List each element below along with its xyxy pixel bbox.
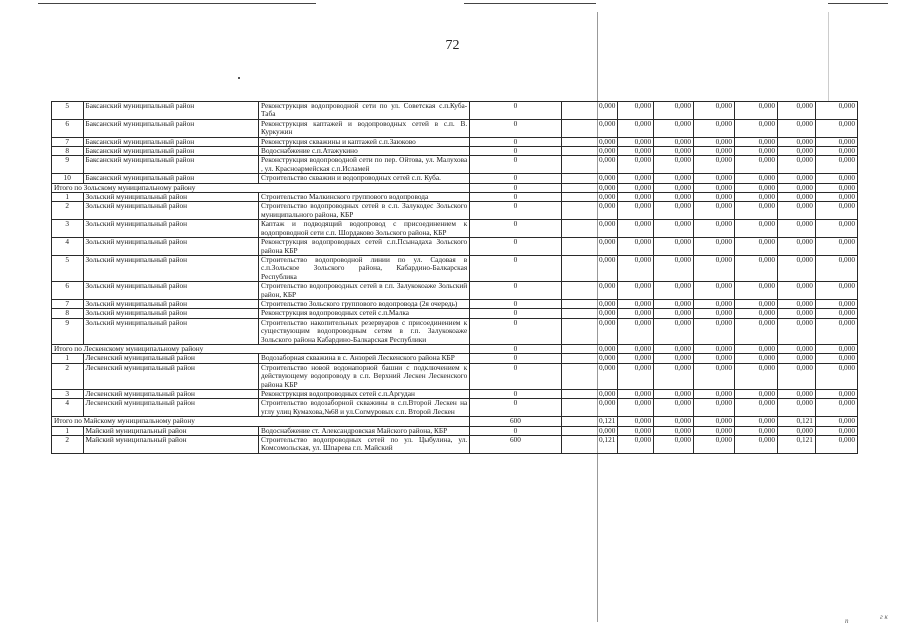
value-cell-8: 0,000 [815,299,857,308]
value-cell-5: 0,000 [694,309,735,318]
value-cell-7: 0,000 [778,344,816,353]
description-cell: Водоснабжение ст. Александровская Майского района, КБР [259,426,470,435]
value-cell-8: 0,000 [815,220,857,238]
value-cell-1: 0 [470,363,561,389]
table-row [52,309,858,318]
value-cell-8: 0,000 [815,119,857,137]
value-cell-6: 0,000 [734,417,777,426]
value-cell-5: 0,000 [694,299,735,308]
district-cell: Баксанский муниципальный район [83,137,258,146]
value-cell-3: 0,000 [618,417,654,426]
value-cell-4: 0,000 [654,193,694,202]
value-cell-5: 0,000 [694,220,735,238]
value-cell-3: 0,000 [618,299,654,308]
value-cell-1: 0 [470,282,561,300]
table-row [52,119,858,137]
district-cell: Майский муниципальный район [83,426,258,435]
value-cell-6: 0,000 [734,156,777,174]
description-cell: Строительство водопроводных сетей по ул. Цыбулина, ул. Комсомольская, ул. Шпарева г.п. Майский [259,436,470,454]
table-row [52,363,858,389]
value-cell-8: 0,000 [815,202,857,220]
row-number-cell: 6 [52,119,84,137]
value-cell-4: 0,000 [654,102,694,120]
value-cell-7: 0,000 [778,119,816,137]
value-cell-8: 0,000 [815,318,857,344]
value-cell-6: 0,000 [734,202,777,220]
value-cell-3: 0,000 [618,220,654,238]
value-cell-3: 0,000 [618,255,654,281]
value-cell-6: 0,000 [734,354,777,363]
value-cell-8: 0,000 [815,390,857,399]
value-cell-6: 0,000 [734,220,777,238]
value-cell-2: 0,000 [561,183,618,192]
value-cell-2: 0,000 [561,220,618,238]
value-cell-1: 0 [470,238,561,256]
value-cell-4: 0,000 [654,119,694,137]
district-cell: Баксанский муниципальный район [83,156,258,174]
value-cell-6: 0,000 [734,390,777,399]
value-cell-6: 0,000 [734,193,777,202]
value-cell-3: 0,000 [618,282,654,300]
value-cell-2: 0,000 [561,202,618,220]
table-total-row [52,344,858,353]
district-cell: Баксанский муниципальный район [83,119,258,137]
table-row [52,137,858,146]
value-cell-7: 0,000 [778,282,816,300]
description-cell: Водоснабжение с.п.Атажукино [259,147,470,156]
top-rule-middle [464,3,596,4]
value-cell-6: 0,000 [734,255,777,281]
district-cell: Майский муниципальный район [83,436,258,454]
value-cell-2: 0,000 [561,390,618,399]
value-cell-3: 0,000 [618,363,654,389]
value-cell-2: 0,000 [561,299,618,308]
row-number-cell: 2 [52,202,84,220]
value-cell-4: 0,000 [654,344,694,353]
value-cell-5: 0,000 [694,344,735,353]
value-cell-5: 0,000 [694,255,735,281]
value-cell-2: 0,121 [561,436,618,454]
value-cell-3: 0,000 [618,309,654,318]
value-cell-7: 0,000 [778,183,816,192]
row-number-cell: 8 [52,309,84,318]
corner-mark-left: п [845,617,849,625]
value-cell-5: 0,000 [694,318,735,344]
table-total-row [52,183,858,192]
value-cell-5: 0,000 [694,193,735,202]
district-cell: Зольский муниципальный район [83,282,258,300]
description-cell: Строительство Зольского группового водопровода (2я очередь) [259,299,470,308]
value-cell-7: 0,000 [778,363,816,389]
value-cell-1: 600 [470,436,561,454]
row-number-cell: 7 [52,299,84,308]
row-number-cell: 5 [52,255,84,281]
value-cell-3: 0,000 [618,390,654,399]
description-cell: Строительство водопроводной линии по ул. Садовая в с.п.Зольское Зольского района, Кабардино-Балкарская Республика [259,255,470,281]
value-cell-4: 0,000 [654,299,694,308]
row-number-cell: 8 [52,147,84,156]
value-cell-5: 0,000 [694,137,735,146]
value-cell-5: 0,000 [694,399,735,417]
table-row [52,156,858,174]
value-cell-5: 0,000 [694,147,735,156]
district-cell: Зольский муниципальный район [83,193,258,202]
value-cell-5: 0,000 [694,417,735,426]
total-label-cell: Итого по Зольскому муниципальному району [52,183,470,192]
value-cell-7: 0,000 [778,399,816,417]
value-cell-3: 0,000 [618,102,654,120]
value-cell-6: 0,000 [734,318,777,344]
value-cell-5: 0,000 [694,354,735,363]
value-cell-5: 0,000 [694,436,735,454]
value-cell-1: 0 [470,299,561,308]
district-cell: Зольский муниципальный район [83,299,258,308]
row-number-cell: 1 [52,354,84,363]
description-cell: Строительство водозаборной скважины в с.п.Второй Лескен на углу улиц Кумахова,№68 и ул.Согмуровых с.п. Второй Лескен [259,399,470,417]
district-cell: Баксанский муниципальный район [83,147,258,156]
value-cell-6: 0,000 [734,436,777,454]
value-cell-2: 0,000 [561,399,618,417]
value-cell-2: 0,000 [561,174,618,183]
value-cell-8: 0,000 [815,174,857,183]
row-number-cell: 6 [52,282,84,300]
value-cell-3: 0,000 [618,147,654,156]
value-cell-6: 0,000 [734,174,777,183]
value-cell-1: 0 [470,309,561,318]
value-cell-2: 0,000 [561,193,618,202]
value-cell-4: 0,000 [654,417,694,426]
table-row [52,202,858,220]
value-cell-4: 0,000 [654,137,694,146]
value-cell-8: 0,000 [815,426,857,435]
table-row [52,282,858,300]
district-cell: Лескенский муниципальный район [83,354,258,363]
table-row [52,255,858,281]
value-cell-4: 0,000 [654,318,694,344]
value-cell-3: 0,000 [618,318,654,344]
value-cell-1: 0 [470,174,561,183]
row-number-cell: 1 [52,193,84,202]
value-cell-6: 0,000 [734,399,777,417]
value-cell-7: 0,000 [778,390,816,399]
value-cell-7: 0,000 [778,156,816,174]
description-cell: Строительство накопительных резервуаров с присоединением к существующим водопроводным сетям в г.п. Залукокоаже Зольского района Кабардино-Балкарская Республики [259,318,470,344]
value-cell-3: 0,000 [618,202,654,220]
value-cell-6: 0,000 [734,238,777,256]
value-cell-2: 0,000 [561,156,618,174]
value-cell-1: 0 [470,102,561,120]
table-row [52,399,858,417]
value-cell-6: 0,000 [734,102,777,120]
value-cell-2: 0,000 [561,147,618,156]
description-cell: Строительство водопроводных сетей в г.п. Залукокоаже Зольский район, КБР [259,282,470,300]
scan-speck [238,77,240,79]
district-cell: Зольский муниципальный район [83,220,258,238]
value-cell-6: 0,000 [734,183,777,192]
value-cell-8: 0,000 [815,137,857,146]
value-cell-1: 0 [470,220,561,238]
value-cell-2: 0,000 [561,238,618,256]
row-number-cell: 4 [52,399,84,417]
value-cell-3: 0,000 [618,436,654,454]
value-cell-1: 0 [470,193,561,202]
district-cell: Лескенский муниципальный район [83,399,258,417]
value-cell-3: 0,000 [618,183,654,192]
value-cell-7: 0,121 [778,417,816,426]
value-cell-2: 0,000 [561,354,618,363]
value-cell-4: 0,000 [654,390,694,399]
value-cell-8: 0,000 [815,255,857,281]
value-cell-4: 0,000 [654,202,694,220]
row-number-cell: 3 [52,390,84,399]
value-cell-3: 0,000 [618,137,654,146]
district-cell: Зольский муниципальный район [83,238,258,256]
report-table [51,101,858,454]
value-cell-5: 0,000 [694,174,735,183]
value-cell-2: 0,000 [561,344,618,353]
value-cell-3: 0,000 [618,174,654,183]
value-cell-4: 0,000 [654,426,694,435]
value-cell-4: 0,000 [654,220,694,238]
value-cell-8: 0,000 [815,399,857,417]
value-cell-2: 0,000 [561,137,618,146]
value-cell-1: 0 [470,318,561,344]
row-number-cell: 4 [52,238,84,256]
description-cell: Реконструкция водопроводной сети по ул. Советская с.п.Куба-Таба [259,102,470,120]
description-cell: Реконструкция водопроводной сети по пер. Ойтова, ул. Малухова , ул. Красноармейская с.п.Исламей [259,156,470,174]
value-cell-4: 0,000 [654,183,694,192]
value-cell-2: 0,000 [561,119,618,137]
value-cell-8: 0,000 [815,282,857,300]
value-cell-4: 0,000 [654,363,694,389]
total-label-cell: Итого по Лескенскому муниципальному району [52,344,470,353]
value-cell-2: 0,000 [561,255,618,281]
value-cell-7: 0,000 [778,318,816,344]
description-cell: Реконструкция каптажей и водопроводных сетей в с.п. В. Куркужин [259,119,470,137]
value-cell-8: 0,000 [815,344,857,353]
value-cell-7: 0,000 [778,426,816,435]
value-cell-8: 0,000 [815,417,857,426]
value-cell-5: 0,000 [694,119,735,137]
value-cell-7: 0,000 [778,354,816,363]
value-cell-1: 0 [470,399,561,417]
value-cell-7: 0,000 [778,238,816,256]
value-cell-5: 0,000 [694,426,735,435]
table-row [52,147,858,156]
value-cell-1: 0 [470,426,561,435]
row-number-cell: 10 [52,174,84,183]
value-cell-7: 0,000 [778,102,816,120]
value-cell-1: 0 [470,183,561,192]
value-cell-5: 0,000 [694,202,735,220]
table-total-row [52,417,858,426]
page-number: 72 [445,38,460,53]
value-cell-3: 0,000 [618,399,654,417]
table-row [52,238,858,256]
report-table-body [52,102,858,454]
value-cell-4: 0,000 [654,174,694,183]
table-row [52,426,858,435]
value-cell-5: 0,000 [694,238,735,256]
value-cell-2: 0,000 [561,282,618,300]
district-cell: Зольский муниципальный район [83,309,258,318]
value-cell-8: 0,000 [815,183,857,192]
value-cell-6: 0,000 [734,344,777,353]
table-row [52,193,858,202]
value-cell-2: 0,000 [561,318,618,344]
description-cell: Строительство новой водонапорной башни с подключением к действующему водопроводу в с.п. Верхний Лескен Лескенского района КБР [259,363,470,389]
district-cell: Лескенский муниципальный район [83,390,258,399]
row-number-cell: 1 [52,426,84,435]
table-row [52,390,858,399]
value-cell-7: 0,000 [778,174,816,183]
value-cell-7: 0,121 [778,436,816,454]
value-cell-1: 0 [470,119,561,137]
description-cell: Строительство Малкинского группового водопровода [259,193,470,202]
value-cell-5: 0,000 [694,102,735,120]
value-cell-6: 0,000 [734,282,777,300]
value-cell-5: 0,000 [694,363,735,389]
district-cell: Зольский муниципальный район [83,202,258,220]
table-row [52,102,858,120]
value-cell-1: 0 [470,202,561,220]
value-cell-4: 0,000 [654,255,694,281]
value-cell-7: 0,000 [778,220,816,238]
value-cell-6: 0,000 [734,363,777,389]
row-number-cell: 2 [52,436,84,454]
value-cell-7: 0,000 [778,299,816,308]
value-cell-3: 0,000 [618,426,654,435]
description-cell: Реконструкция водопроводных сетей с.п.Аргудан [259,390,470,399]
district-cell: Баксанский муниципальный район [83,174,258,183]
value-cell-8: 0,000 [815,309,857,318]
value-cell-8: 0,000 [815,193,857,202]
value-cell-8: 0,000 [815,354,857,363]
value-cell-5: 0,000 [694,156,735,174]
value-cell-5: 0,000 [694,183,735,192]
value-cell-8: 0,000 [815,147,857,156]
value-cell-4: 0,000 [654,147,694,156]
top-rule-right [828,3,888,4]
row-number-cell: 9 [52,156,84,174]
value-cell-7: 0,000 [778,202,816,220]
value-cell-4: 0,000 [654,156,694,174]
value-cell-8: 0,000 [815,238,857,256]
description-cell: Реконструкция скважины и каптажей с.п.Заюково [259,137,470,146]
value-cell-3: 0,000 [618,193,654,202]
value-cell-4: 0,000 [654,399,694,417]
value-cell-4: 0,000 [654,354,694,363]
value-cell-7: 0,000 [778,147,816,156]
value-cell-6: 0,000 [734,137,777,146]
district-cell: Зольский муниципальный район [83,318,258,344]
description-cell: Строительство скважин и водопроводных сетей с.п. Куба. [259,174,470,183]
value-cell-8: 0,000 [815,156,857,174]
value-cell-2: 0,121 [561,417,618,426]
scan-fold-line-right [828,12,829,102]
value-cell-6: 0,000 [734,147,777,156]
description-cell: Реконструкция водопроводных сетей с.п.Малка [259,309,470,318]
top-rule-left [38,3,316,4]
value-cell-8: 0,000 [815,436,857,454]
value-cell-5: 0,000 [694,390,735,399]
district-cell: Лескенский муниципальный район [83,363,258,389]
row-number-cell: 9 [52,318,84,344]
value-cell-4: 0,000 [654,282,694,300]
description-cell: Строительство водопроводных сетей в с.п. Залукодес Зольского муниципального района, КБР [259,202,470,220]
value-cell-1: 0 [470,147,561,156]
value-cell-3: 0,000 [618,156,654,174]
value-cell-5: 0,000 [694,282,735,300]
value-cell-6: 0,000 [734,309,777,318]
total-label-cell: Итого по Майскому муниципальному району [52,417,470,426]
value-cell-7: 0,000 [778,137,816,146]
description-cell: Реконструкция водопроводных сетей с.п.Псынадаха Зольского района КБР [259,238,470,256]
value-cell-1: 0 [470,344,561,353]
corner-mark-right: г к [880,613,888,621]
value-cell-7: 0,000 [778,255,816,281]
table-row [52,436,858,454]
district-cell: Баксанский муниципальный район [83,102,258,120]
row-number-cell: 2 [52,363,84,389]
value-cell-4: 0,000 [654,309,694,318]
table-row [52,220,858,238]
description-cell: Водозаборная скважина в с. Анзорей Лескенского района КБР [259,354,470,363]
value-cell-1: 0 [470,354,561,363]
row-number-cell: 7 [52,137,84,146]
value-cell-4: 0,000 [654,238,694,256]
value-cell-6: 0,000 [734,119,777,137]
row-number-cell: 3 [52,220,84,238]
row-number-cell: 5 [52,102,84,120]
description-cell: Каптаж и подводящий водопровод с присоединением к водопроводной сети с.п. Шордаково Зольского района, КБР [259,220,470,238]
value-cell-1: 0 [470,137,561,146]
value-cell-7: 0,000 [778,193,816,202]
district-cell: Зольский муниципальный район [83,255,258,281]
value-cell-1: 0 [470,255,561,281]
value-cell-3: 0,000 [618,354,654,363]
value-cell-8: 0,000 [815,363,857,389]
value-cell-2: 0,000 [561,426,618,435]
table-row [52,174,858,183]
value-cell-8: 0,000 [815,102,857,120]
value-cell-3: 0,000 [618,238,654,256]
value-cell-7: 0,000 [778,309,816,318]
value-cell-2: 0,000 [561,102,618,120]
table-row [52,354,858,363]
value-cell-3: 0,000 [618,344,654,353]
value-cell-3: 0,000 [618,119,654,137]
value-cell-1: 0 [470,156,561,174]
value-cell-6: 0,000 [734,426,777,435]
table-row [52,318,858,344]
value-cell-1: 600 [470,417,561,426]
value-cell-2: 0,000 [561,363,618,389]
value-cell-1: 0 [470,390,561,399]
value-cell-6: 0,000 [734,299,777,308]
value-cell-4: 0,000 [654,436,694,454]
table-row [52,299,858,308]
value-cell-2: 0,000 [561,309,618,318]
